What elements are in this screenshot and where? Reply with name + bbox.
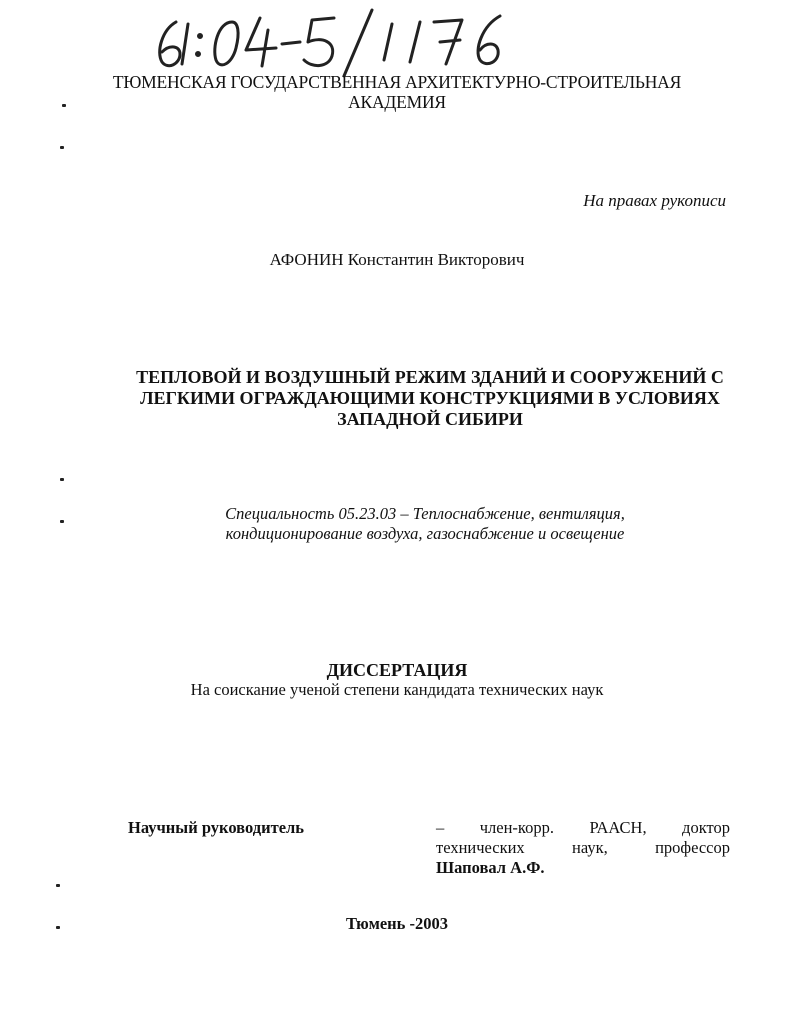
scan-speck xyxy=(60,478,64,481)
institution-name xyxy=(0,72,794,112)
scan-speck xyxy=(60,146,64,149)
supervisor-label: Научный руководитель xyxy=(128,818,304,837)
title-line-1: ТЕПЛОВОЙ И ВОЗДУШНЫЙ РЕЖИМ ЗДАНИЙ И СООРУЖЕНИЙ С xyxy=(136,367,724,387)
title-line-3: ЗАПАДНОЙ СИБИРИ xyxy=(337,409,523,429)
scan-speck xyxy=(62,104,66,107)
scan-speck xyxy=(56,884,60,887)
scan-speck xyxy=(60,520,64,523)
manuscript-note: На правах рукописи xyxy=(583,191,726,210)
scan-speck xyxy=(56,926,60,929)
title-line-2: ЛЕГКИМИ ОГРАЖДАЮЩИМИ КОНСТРУКЦИЯМИ В УСЛОВИЯХ xyxy=(140,388,720,408)
handwritten-archive-code xyxy=(148,8,548,78)
dissertation-title xyxy=(110,367,750,430)
dissertation-label: ДИССЕРТАЦИЯ xyxy=(326,660,468,680)
specialty-line-2: кондиционирование воздуха, газоснабжение и освещение xyxy=(225,524,625,543)
institution-line-2: АКАДЕМИЯ xyxy=(348,92,446,112)
specialty-line-1: Специальность 05.23.03 – Теплоснабжение, вентиляция, xyxy=(225,504,625,523)
institution-line-1: ТЮМЕНСКАЯ ГОСУДАРСТВЕННАЯ АРХИТЕКТУРНО-СТРОИТЕЛЬНАЯ xyxy=(112,72,682,92)
supervisor-line-1: – член-корр. РААСН, доктор xyxy=(436,818,730,837)
specialty xyxy=(170,504,680,544)
degree-line: На соискание ученой степени кандидата технических наук xyxy=(190,680,604,699)
supervisor-name: Шаповал А.Ф. xyxy=(436,858,545,877)
city-year: Тюмень -2003 xyxy=(346,914,448,933)
handwritten-archive-code-drawing xyxy=(148,8,548,78)
author-name: АФОНИН Константин Викторович xyxy=(269,250,525,269)
supervisor-line-2: технических наук, профессор xyxy=(436,838,730,857)
supervisor-info xyxy=(436,818,730,878)
